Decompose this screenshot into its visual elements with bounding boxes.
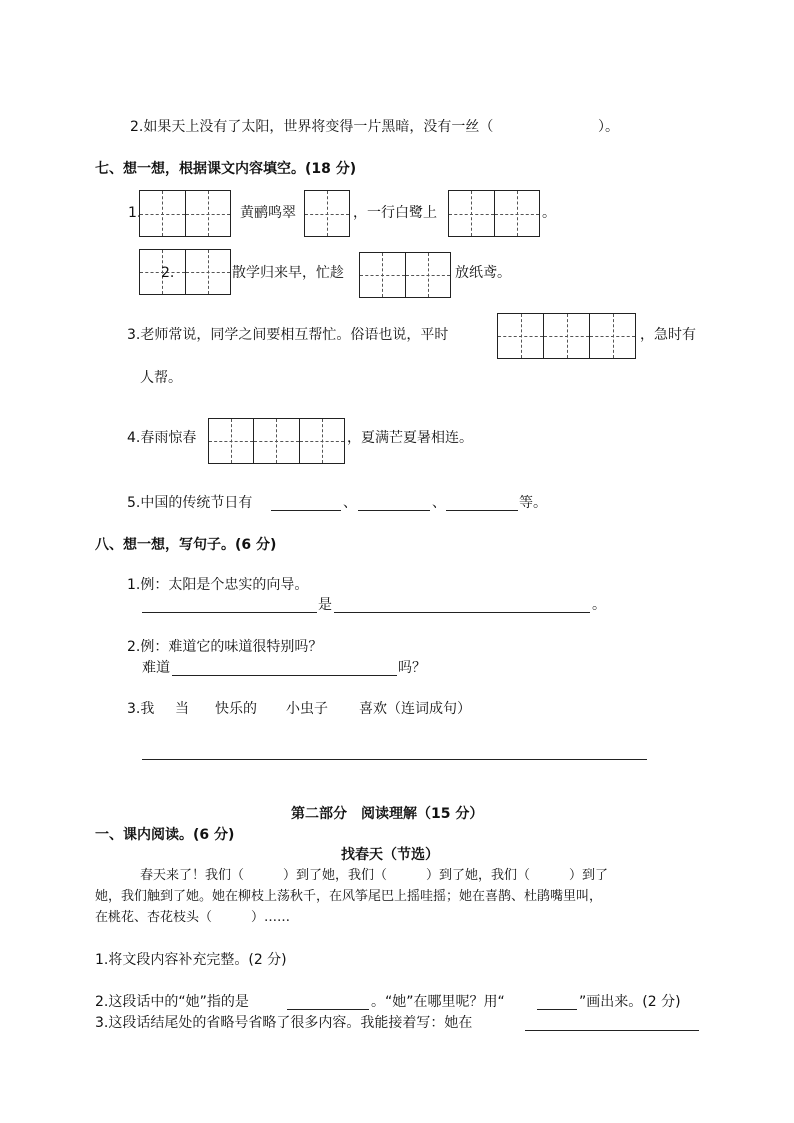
blank-line-q8-1a[interactable] [142,612,317,613]
q7-1-text-2: ，一行白鹭上 [353,205,437,221]
q7-2-number: 2. [161,265,175,281]
q8-1-mid: 是 [318,597,332,613]
q7-4-text-1: 4.春雨惊春 [127,430,197,446]
q8-3-word-4: 喜欢（连词成句） [359,701,471,717]
section-7-heading: 七、想一想，根据课文内容填空。(18 分) [95,161,357,177]
tianzi-grid-q7-4[interactable] [208,418,345,464]
section-8-heading: 八、想一想，写句子。(6 分) [95,537,277,553]
blank-line-q8-1b[interactable] [334,612,590,613]
tianzi-grid-q7-1b[interactable] [304,190,350,237]
q8-2-start: 难道 [142,660,170,676]
passage-title: 找春天（节选） [341,847,439,863]
q7-3-text-2: ，急时有 [640,327,696,343]
question-2-close: ）。 [598,119,619,135]
underline-marker-example [537,1009,577,1010]
q8-3-word-2: 快乐的 [215,701,257,717]
q8-1-prompt: 1.例：太阳是个忠实的向导。 [127,577,309,593]
question-2-text: 2.如果天上没有了太阳，世界将变得一片黑暗，没有一丝（ [130,119,494,135]
q8-1-end: 。 [592,597,606,613]
q8-3-word-3: 小虫子 [286,701,328,717]
reading-q2-part-c: ”画出来。(2 分) [579,994,681,1010]
reading-section-1-heading: 一、课内阅读。(6 分) [95,827,235,843]
reading-q3: 3.这段话结尾处的省略号省略了很多内容。我能接着写：她在 [95,1015,473,1031]
tianzi-grid-q7-1c[interactable] [448,190,540,237]
q7-2-text-1: 散学归来早，忙趁 [232,265,344,281]
q7-1-number: 1. [128,205,142,221]
passage-line-3: 在桃花、杏花枝头（ ）…… [95,910,291,925]
part-2-title: 第二部分 阅读理解（15 分） [291,806,484,822]
tianzi-grid-q7-1a[interactable] [139,190,231,237]
q8-3-number: 3.我 [127,701,155,717]
q7-5-sep-1: 、 [343,495,357,511]
q7-3-text-3: 人帮。 [140,370,182,386]
tianzi-grid-q7-2b[interactable] [359,252,451,298]
q7-5-end: 等。 [519,495,547,511]
q8-3-word-1: 当 [175,701,189,717]
q7-4-text-2: ，夏满芒夏暑相连。 [347,430,473,446]
q7-1-text-3: 。 [542,205,556,221]
tianzi-grid-q7-3[interactable] [497,313,636,359]
blank-line-reading-q2[interactable] [287,1009,369,1010]
q7-3-text-1: 3.老师常说，同学之间要相互帮忙。俗语也说，平时 [127,327,449,343]
blank-line-reading-q3[interactable] [525,1030,699,1031]
q8-2-end: 吗？ [398,660,426,676]
passage-line-1: 春天来了！我们（ ）到了她，我们（ ）到了她，我们（ ）到了 [140,868,609,883]
reading-q1: 1.将文段内容补充完整。(2 分) [95,952,287,968]
q7-5-text: 5.中国的传统节日有 [127,495,253,511]
blank-line-festival-1[interactable] [271,510,341,511]
q7-1-text-1: 黄鹂鸣翠 [240,205,296,221]
q7-2-text-2: 放纸鸢。 [455,265,511,281]
reading-q2-part-b: 。“她”在哪里呢？用“ [371,994,505,1010]
q7-5-sep-2: 、 [432,495,446,511]
q8-2-prompt: 2.例：难道它的味道很特别吗？ [127,639,323,655]
blank-line-festival-3[interactable] [446,510,518,511]
reading-q2-part-a: 2.这段话中的“她”指的是 [95,994,249,1010]
blank-line-festival-2[interactable] [358,510,430,511]
passage-line-2: 她，我们触到了她。她在柳枝上荡秋千，在风筝尾巴上摇哇摇；她在喜鹊、杜鹃嘴里叫， [95,889,603,904]
blank-line-q8-3[interactable] [142,759,647,760]
tianzi-grid-q7-2a[interactable] [139,249,231,295]
blank-line-q8-2[interactable] [172,675,397,676]
